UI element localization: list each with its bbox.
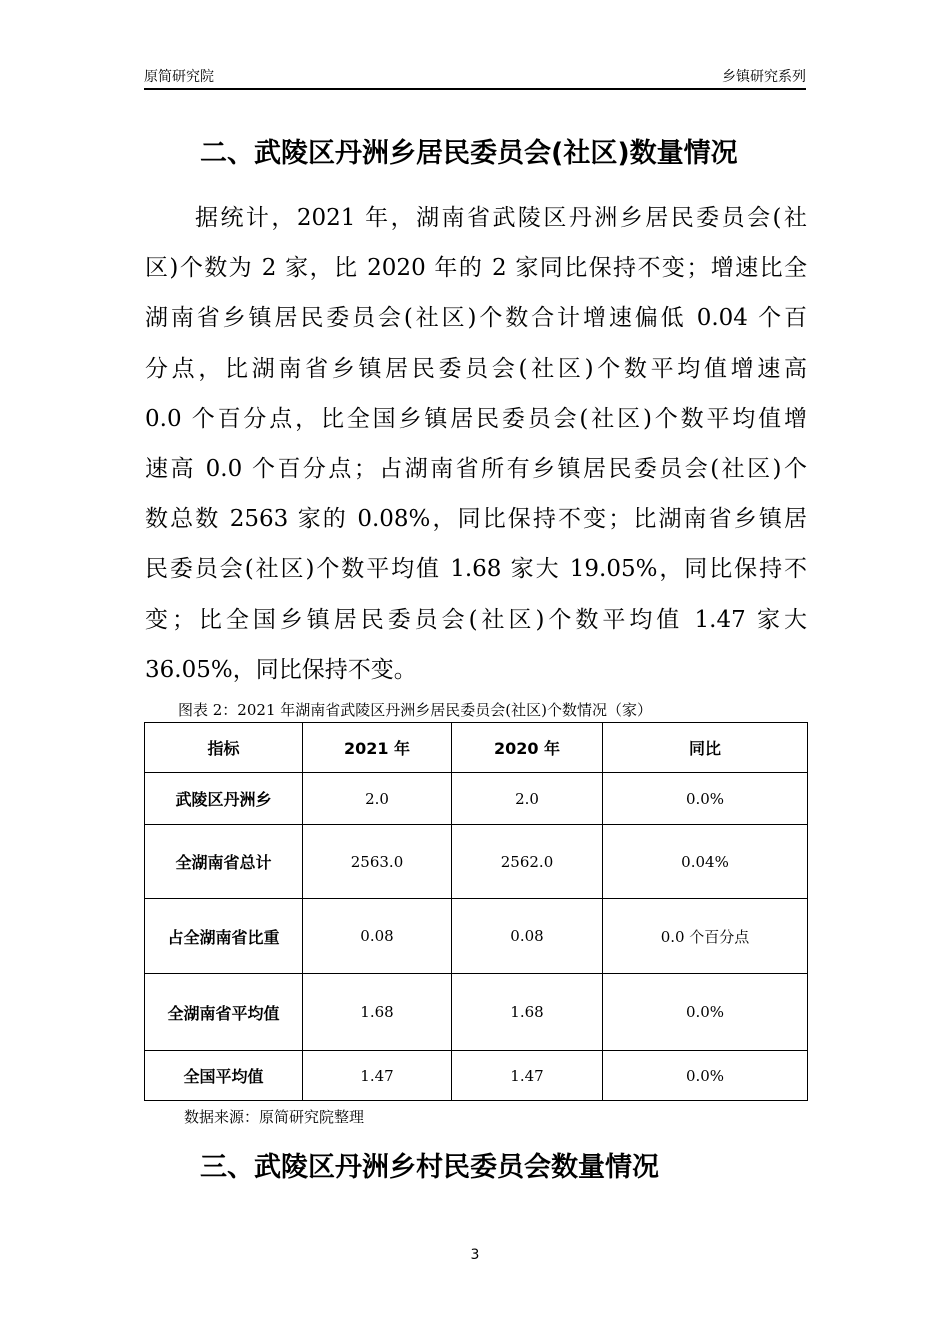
paragraph-line: 分点，比湖南省乡镇居民委员会(社区)个数平均值增速高 bbox=[145, 355, 807, 382]
table-header-row bbox=[145, 723, 808, 773]
row-label: 全湖南省平均值 bbox=[145, 974, 303, 1051]
cell-2021: 1.47 bbox=[303, 1051, 452, 1101]
paragraph-line: 0.0 个百分点，比全国乡镇居民委员会(社区)个数平均值增 bbox=[145, 405, 807, 432]
table-row bbox=[145, 899, 808, 974]
cell-yoy: 0.0% bbox=[603, 773, 808, 825]
row-label: 全湖南省总计 bbox=[145, 825, 303, 899]
cell-2021: 2.0 bbox=[303, 773, 452, 825]
cell-2020: 1.68 bbox=[452, 974, 603, 1051]
table-row bbox=[145, 974, 808, 1051]
cell-2021: 2563.0 bbox=[303, 825, 452, 899]
row-label: 全国平均值 bbox=[145, 1051, 303, 1101]
cell-2020: 2562.0 bbox=[452, 825, 603, 899]
table-caption: 图表 2：2021 年湖南省武陵区丹洲乡居民委员会(社区)个数情况（家） bbox=[178, 701, 652, 719]
data-table bbox=[144, 722, 808, 1101]
paragraph-line: 区)个数为 2 家，比 2020 年的 2 家同比保持不变；增速比全 bbox=[145, 255, 807, 282]
paragraph-line: 变；比全国乡镇居民委员会(社区)个数平均值 1.47 家大 bbox=[145, 606, 807, 633]
column-header-yoy: 同比 bbox=[603, 723, 808, 773]
cell-2021: 1.68 bbox=[303, 974, 452, 1051]
paragraph-line: 民委员会(社区)个数平均值 1.68 家大 19.05%，同比保持不 bbox=[145, 556, 807, 583]
row-label: 占全湖南省比重 bbox=[145, 899, 303, 974]
header-series: 乡镇研究系列 bbox=[722, 69, 806, 85]
cell-yoy: 0.0 个百分点 bbox=[603, 899, 808, 974]
column-header-indicator: 指标 bbox=[145, 723, 303, 773]
cell-2020: 2.0 bbox=[452, 773, 603, 825]
table-row bbox=[145, 1051, 808, 1101]
cell-yoy: 0.0% bbox=[603, 1051, 808, 1101]
paragraph-line: 据统计，2021 年，湖南省武陵区丹洲乡居民委员会(社 bbox=[195, 205, 807, 231]
table-source-note: 数据来源：原简研究院整理 bbox=[184, 1108, 365, 1126]
column-header-2020: 2020 年 bbox=[452, 723, 603, 773]
cell-2020: 0.08 bbox=[452, 899, 603, 974]
column-header-2021: 2021 年 bbox=[303, 723, 452, 773]
table-row bbox=[145, 825, 808, 899]
paragraph-line: 速高 0.0 个百分点；占湖南省所有乡镇居民委员会(社区)个 bbox=[145, 455, 807, 482]
cell-yoy: 0.04% bbox=[603, 825, 808, 899]
section-2-heading: 二、武陵区丹洲乡居民委员会(社区)数量情况 bbox=[200, 138, 738, 169]
paragraph-line: 数总数 2563 家的 0.08%，同比保持不变；比湖南省乡镇居 bbox=[145, 506, 807, 533]
paragraph-line: 湖南省乡镇居民委员会(社区)个数合计增速偏低 0.04 个百 bbox=[145, 305, 807, 332]
table-row bbox=[145, 773, 808, 825]
paragraph-line: 36.05%，同比保持不变。 bbox=[145, 656, 417, 683]
section-2-paragraph bbox=[145, 193, 807, 695]
cell-yoy: 0.0% bbox=[603, 974, 808, 1051]
cell-2021: 0.08 bbox=[303, 899, 452, 974]
header-publisher: 原简研究院 bbox=[144, 69, 214, 85]
cell-2020: 1.47 bbox=[452, 1051, 603, 1101]
page-header bbox=[144, 66, 806, 90]
page-number: 3 bbox=[470, 1247, 480, 1263]
section-3-heading: 三、武陵区丹洲乡村民委员会数量情况 bbox=[200, 1152, 659, 1183]
row-label: 武陵区丹洲乡 bbox=[145, 773, 303, 825]
